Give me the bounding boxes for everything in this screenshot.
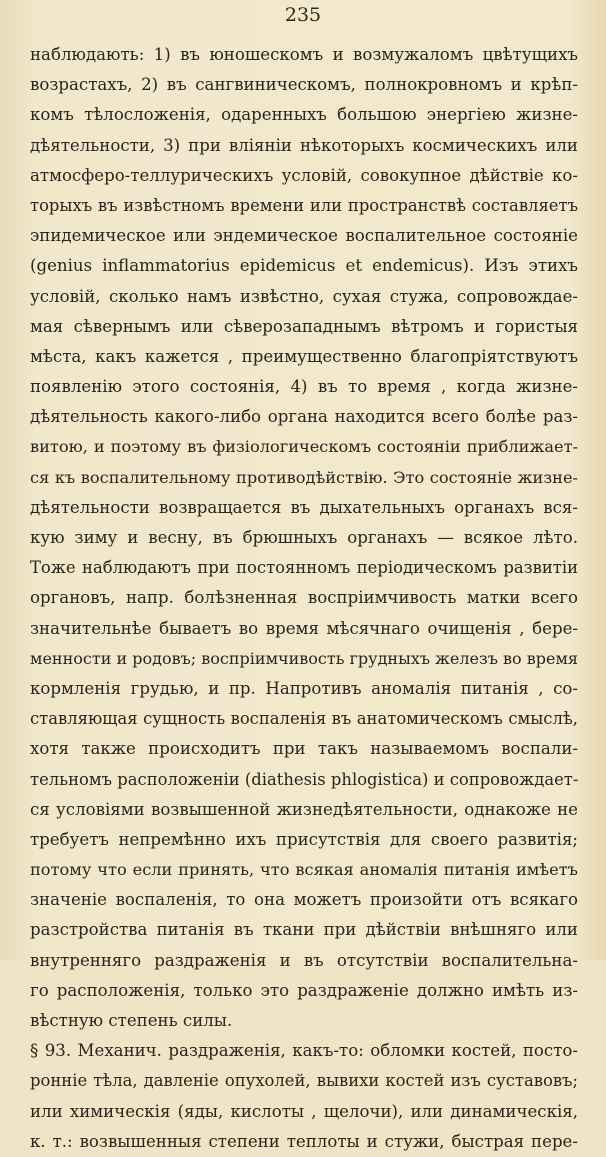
- text-line: ся къ воспалительному противодѣйствію. Это состояніе жизне-: [30, 467, 578, 487]
- text-line: значительнѣе бываетъ во время мѣсячнаго очищенія , бере-: [30, 618, 578, 638]
- text-line: ся условіями возвышенной жизнедѣятельности, однакоже не: [30, 799, 578, 819]
- text-line: комъ тѣлосложенія, одаренныхъ большою энергіею жизне-: [30, 105, 578, 125]
- body-text: [30, 40, 578, 1157]
- text-line: дѣятельности возвращается въ дыхательныхъ органахъ вся-: [30, 497, 578, 517]
- text-line: эпидемическое или эндемическое воспалительное состояніе: [30, 226, 578, 246]
- text-line: го расположенія, только это раздраженіе должно имѣть из-: [30, 980, 578, 1000]
- text-line: витою, и поэтому въ физіологическомъ состояніи приближает-: [30, 437, 578, 457]
- text-line: органовъ, напр. болѣзненная воспріимчивость матки всего: [30, 588, 578, 608]
- text-line: атмосферо-теллурическихъ условій, совокупное дѣйствіе ко-: [30, 165, 578, 185]
- text-line: (genius inflammatorius epidemicus et endemicus). Изъ этихъ: [30, 256, 578, 276]
- text-line: мая сѣвернымъ или сѣверозападнымъ вѣтромъ и гористыя: [30, 316, 578, 336]
- text-line: к. т.: возвышенныя степени теплоты и стужи, быстрая пере-: [30, 1131, 578, 1151]
- text-line: разстройства питанія въ ткани при дѣйствіи внѣшняго или: [30, 920, 578, 940]
- text-line: внутренняго раздраженія и въ отсутствіи воспалительна-: [30, 950, 578, 970]
- text-line: торыхъ въ извѣстномъ времени или пространствѣ составляетъ: [30, 195, 578, 215]
- text-line: хотя также происходитъ при такъ называемомъ воспали-: [30, 739, 578, 759]
- text-line: требуетъ непремѣнно ихъ присутствія для своего развитія;: [30, 829, 578, 849]
- text-line: ронніе тѣла, давленіе опухолей, вывихи костей изъ суставовъ;: [30, 1071, 578, 1091]
- text-line: ставляющая сущность воспаленія въ анатомическомъ смыслѣ,: [30, 709, 578, 729]
- paragraph-end-line: вѣстную степень силы.: [30, 1011, 233, 1030]
- text-line: или химическія (яды, кислоты , щелочи), или динамическія,: [30, 1101, 578, 1121]
- text-line: появленію этого состоянія, 4) въ то время , когда жизне-: [30, 377, 578, 397]
- text-line: значеніе воспаленія, то она можетъ произойти отъ всякаго: [30, 890, 578, 910]
- text-line: тельномъ расположеніи (diathesis phlogistica) и сопровождает-: [30, 769, 578, 789]
- page-number: 235: [284, 4, 322, 26]
- text-line: кормленія грудью, и пр. Напротивъ аномалія питанія , со-: [30, 678, 578, 698]
- text-line: наблюдають: 1) въ юношескомъ и возмужаломъ цвѣтущихъ: [30, 45, 578, 64]
- text-line: кую зиму и весну, въ брюшныхъ органахъ — всякое лѣто.: [30, 528, 578, 547]
- text-line: менности и родовъ; воспріимчивость грудныхъ железъ во время: [30, 648, 578, 668]
- text-line: Тоже наблюдаютъ при постоянномъ періодическомъ развитіи: [30, 558, 578, 578]
- text-line: дѣятельность какого-либо органа находится всего болѣе раз-: [30, 407, 578, 427]
- text-line: потому что если принять, что всякая аномалія питанія имѣетъ: [30, 860, 578, 880]
- section-93-start-line: § 93. Механич. раздраженія, какъ-то: обломки костей, посто-: [30, 1041, 578, 1061]
- text-line: мѣста, какъ кажется , преимущественно благопріятствуютъ: [30, 346, 578, 366]
- text-line: возрастахъ, 2) въ сангвиническомъ, полнокровномъ и крѣп-: [30, 75, 578, 95]
- text-line: дѣятельности, 3) при вліяніи нѣкоторыхъ космическихъ или: [30, 135, 578, 155]
- text-line: условій, сколько намъ извѣстно, сухая стужа, сопровождае-: [30, 286, 578, 306]
